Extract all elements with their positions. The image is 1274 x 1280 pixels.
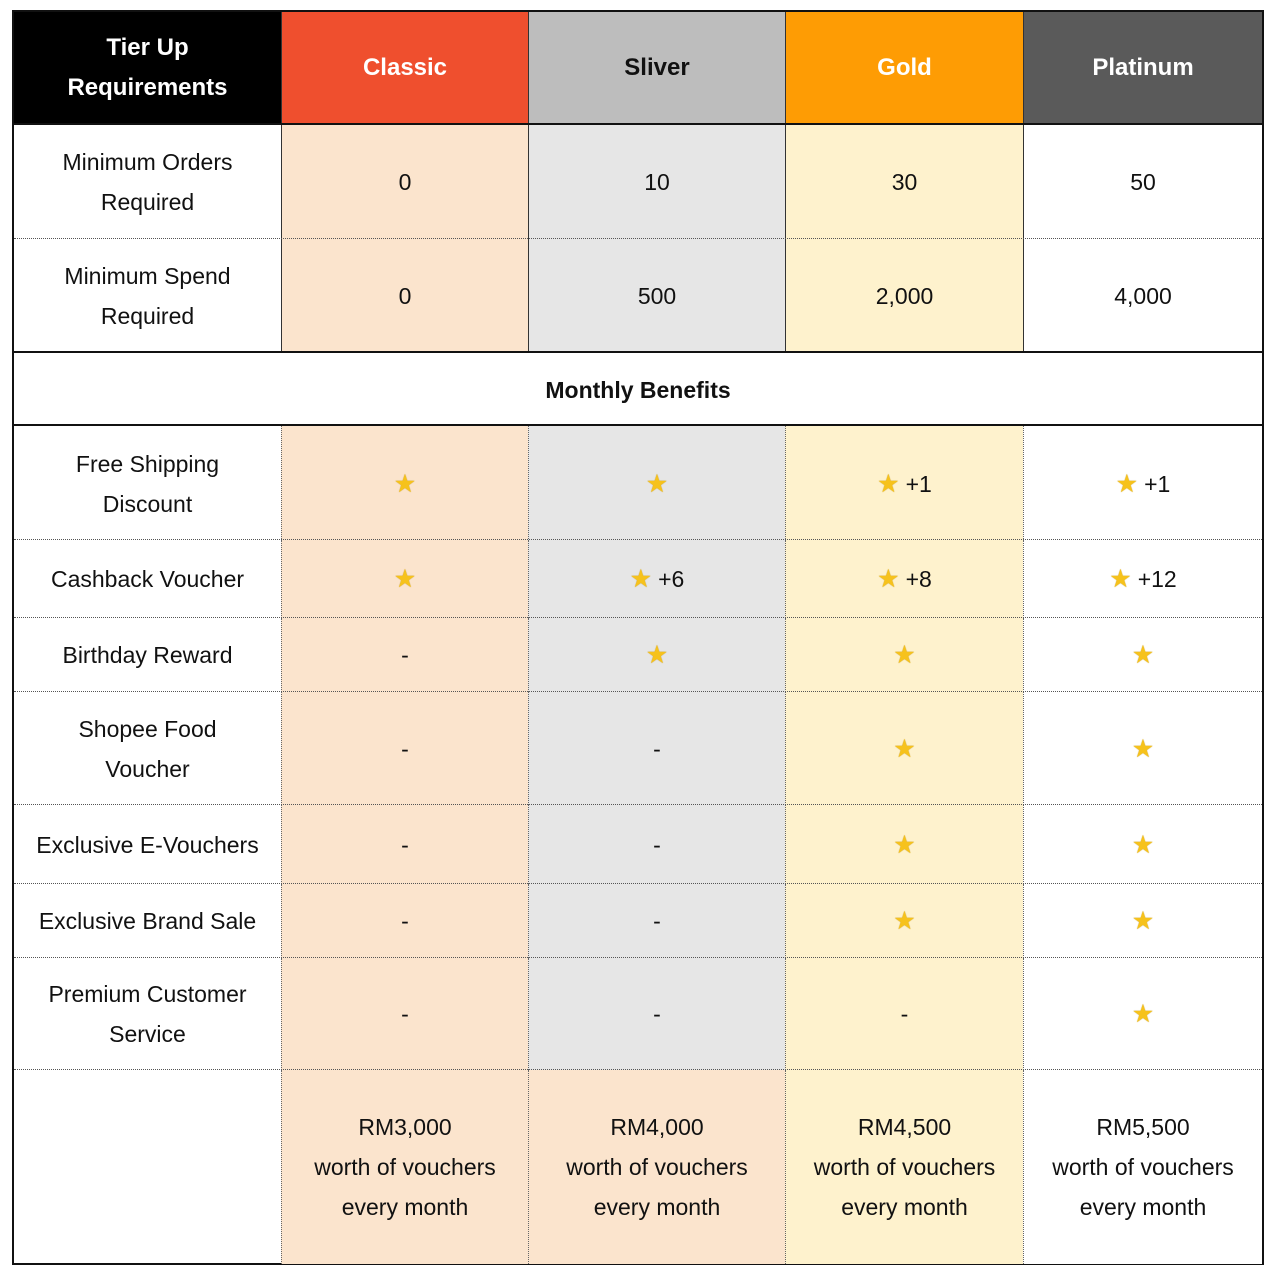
star-icon: ★	[1131, 830, 1155, 859]
benefit-label	[14, 540, 281, 618]
total-line3: every month	[341, 1194, 469, 1220]
benefit-label	[14, 884, 281, 958]
star-icon: ★	[1109, 565, 1132, 593]
requirement-row-min-orders	[14, 123, 1262, 239]
benefit-value-classic	[281, 618, 528, 692]
tier-benefits-table	[12, 10, 1264, 1265]
benefit-label-line: Discount	[102, 490, 193, 517]
benefit-value-platinum	[1023, 884, 1262, 958]
total-line2: worth of vouchers	[566, 1154, 748, 1180]
benefit-row	[14, 804, 1262, 884]
requirement-value-silver: 10	[528, 125, 785, 239]
benefit-value-classic	[281, 426, 528, 541]
requirement-row-min-spend	[14, 238, 1262, 352]
total-line2: worth of vouchers	[1052, 1154, 1234, 1180]
star-icon: ★	[893, 830, 916, 859]
total-line2: worth of vouchers	[813, 1154, 996, 1180]
not-available-dash: -	[401, 735, 409, 762]
total-platinum	[1023, 1070, 1262, 1264]
star-icon: ★	[893, 641, 916, 669]
benefit-row	[14, 957, 1262, 1070]
benefit-value-silver	[528, 884, 785, 958]
benefit-value-platinum	[1023, 958, 1262, 1070]
benefit-label	[14, 618, 281, 692]
benefit-value-classic	[281, 958, 528, 1070]
not-available-dash: -	[653, 831, 661, 858]
benefit-value-gold	[785, 618, 1023, 692]
benefit-label-line: Cashback Voucher	[50, 566, 245, 592]
benefit-row	[14, 691, 1262, 805]
benefit-label-line: Shopee Food	[78, 715, 217, 742]
total-silver	[528, 1070, 785, 1264]
header-tier-platinum: Platinum	[1023, 12, 1262, 123]
benefit-value-silver	[528, 618, 785, 692]
not-available-dash: -	[401, 1001, 409, 1027]
benefit-label-line: Voucher	[105, 755, 190, 782]
header-requirements-cell	[14, 12, 281, 123]
totals-empty-label	[14, 1070, 281, 1264]
not-available-dash: -	[653, 735, 661, 762]
benefit-value-silver	[528, 805, 785, 884]
benefit-value-platinum	[1023, 540, 1262, 618]
star-icon: ★	[645, 469, 669, 498]
requirement-value-classic: 0	[281, 125, 528, 239]
benefit-value-silver	[528, 958, 785, 1070]
header-requirements-line2: Requirements	[67, 73, 228, 101]
bonus-count: +8	[905, 566, 932, 592]
star-icon: ★	[393, 565, 417, 593]
benefit-label-line: Birthday Reward	[62, 642, 233, 668]
not-available-dash: -	[401, 642, 409, 668]
total-amount: RM4,000	[610, 1114, 704, 1140]
total-amount: RM3,000	[358, 1114, 452, 1140]
not-available-dash: -	[900, 1001, 909, 1027]
benefit-value-classic	[281, 692, 528, 805]
benefit-value-platinum	[1023, 426, 1262, 541]
requirement-value-gold: 2,000	[785, 239, 1023, 352]
requirement-value-platinum: 50	[1023, 125, 1262, 239]
benefit-row	[14, 617, 1262, 692]
star-icon: ★	[629, 565, 653, 593]
total-gold	[785, 1070, 1023, 1264]
benefit-label	[14, 426, 281, 541]
not-available-dash: -	[653, 908, 661, 934]
star-icon: ★	[1131, 907, 1155, 935]
total-amount: RM4,500	[857, 1114, 952, 1140]
section-title: Monthly Benefits	[545, 376, 731, 403]
total-line3: every month	[593, 1194, 721, 1220]
star-icon: ★	[645, 641, 669, 669]
requirement-value-gold: 30	[785, 125, 1023, 239]
benefit-label-line: Service	[109, 1021, 186, 1047]
benefit-label-line: Exclusive E-Vouchers	[36, 831, 259, 858]
total-line3: every month	[841, 1194, 968, 1220]
section-title-row	[14, 351, 1262, 426]
header-tier-classic: Classic	[281, 12, 528, 123]
benefit-value-platinum	[1023, 805, 1262, 884]
benefit-value-silver	[528, 692, 785, 805]
bonus-count: +6	[658, 566, 685, 592]
header-row	[14, 12, 1262, 123]
header-requirements-line1: Tier Up	[106, 33, 189, 61]
benefit-value-platinum	[1023, 692, 1262, 805]
total-amount: RM5,500	[1096, 1114, 1190, 1140]
bonus-count: +12	[1137, 566, 1177, 592]
totals-row	[14, 1069, 1262, 1264]
benefit-label	[14, 805, 281, 884]
not-available-dash: -	[401, 831, 409, 858]
star-icon: ★	[1131, 734, 1155, 763]
requirement-label-line2: Required	[100, 189, 195, 215]
benefit-value-gold	[785, 426, 1023, 541]
star-icon: ★	[1131, 1000, 1155, 1028]
star-icon: ★	[893, 734, 916, 763]
benefit-row	[14, 883, 1262, 958]
total-line2: worth of vouchers	[314, 1154, 496, 1180]
benefit-value-silver	[528, 426, 785, 541]
star-icon: ★	[393, 469, 417, 498]
requirement-label	[14, 125, 281, 239]
benefit-value-classic	[281, 805, 528, 884]
benefit-value-silver	[528, 540, 785, 618]
star-icon: ★	[877, 565, 900, 593]
star-icon: ★	[893, 907, 916, 935]
requirement-label-line2: Required	[100, 302, 195, 329]
benefit-label-line: Free Shipping	[75, 450, 220, 477]
requirement-value-silver: 500	[528, 239, 785, 352]
benefit-value-gold	[785, 884, 1023, 958]
header-tier-gold: Gold	[785, 12, 1023, 123]
bonus-count: +1	[905, 470, 932, 497]
not-available-dash: -	[401, 908, 409, 934]
star-icon: ★	[1115, 469, 1139, 498]
requirement-label-line1: Minimum Spend	[64, 262, 231, 289]
benefit-label-line: Exclusive Brand Sale	[38, 908, 257, 934]
star-icon: ★	[1131, 641, 1155, 669]
requirement-value-platinum: 4,000	[1023, 239, 1262, 352]
total-classic	[281, 1070, 528, 1264]
benefit-label	[14, 692, 281, 805]
requirement-value-classic: 0	[281, 239, 528, 352]
benefit-label-line: Premium Customer	[48, 981, 247, 1007]
benefit-value-gold	[785, 692, 1023, 805]
benefit-row	[14, 539, 1262, 618]
benefit-value-classic	[281, 884, 528, 958]
bonus-count: +1	[1144, 470, 1171, 497]
not-available-dash: -	[653, 1001, 661, 1027]
benefit-value-classic	[281, 540, 528, 618]
benefit-value-platinum	[1023, 618, 1262, 692]
star-icon: ★	[877, 469, 900, 498]
benefit-value-gold	[785, 540, 1023, 618]
benefit-value-gold	[785, 805, 1023, 884]
header-tier-silver: Sliver	[528, 12, 785, 123]
benefit-row	[14, 424, 1262, 541]
benefit-label	[14, 958, 281, 1070]
total-line3: every month	[1079, 1194, 1207, 1220]
benefit-value-gold	[785, 958, 1023, 1070]
requirement-label	[14, 239, 281, 352]
requirement-label-line1: Minimum Orders	[62, 149, 233, 175]
